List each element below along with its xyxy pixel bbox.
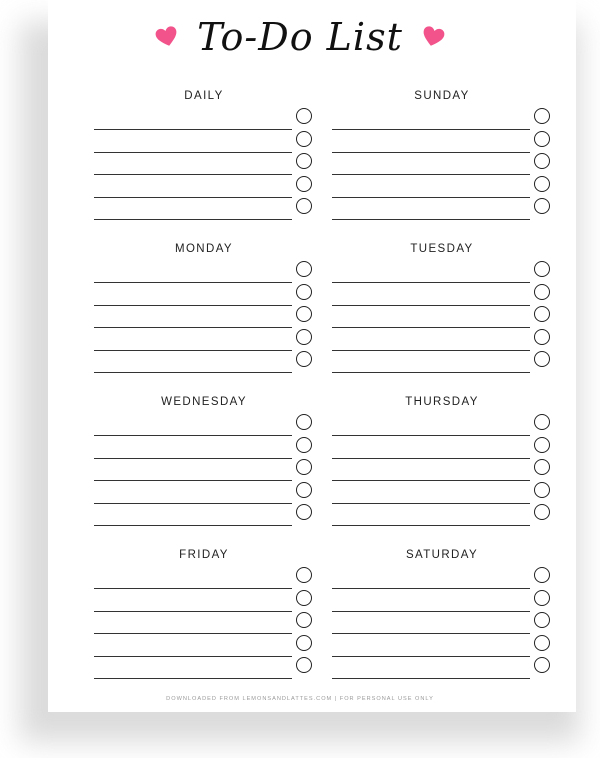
task-row (94, 635, 314, 657)
task-row (94, 198, 314, 220)
task-line[interactable] (332, 282, 530, 283)
task-row (94, 567, 314, 589)
task-row (332, 437, 552, 459)
task-row (332, 504, 552, 526)
task-checkbox[interactable] (534, 437, 550, 453)
task-checkbox[interactable] (534, 612, 550, 628)
task-line[interactable] (332, 327, 530, 328)
task-checkbox[interactable] (296, 612, 312, 628)
task-checkbox[interactable] (296, 131, 312, 147)
task-checkbox[interactable] (534, 108, 550, 124)
task-row (94, 261, 314, 283)
task-row (94, 329, 314, 351)
task-line[interactable] (332, 480, 530, 481)
section-title: TUESDAY (410, 243, 474, 255)
task-row (94, 153, 314, 175)
task-row (332, 459, 552, 481)
task-row (332, 567, 552, 589)
task-checkbox[interactable] (296, 153, 312, 169)
task-checkbox[interactable] (534, 567, 550, 583)
task-checkbox[interactable] (534, 459, 550, 475)
task-line[interactable] (94, 525, 292, 526)
task-row (332, 198, 552, 220)
task-checkbox[interactable] (534, 306, 550, 322)
section-title: WEDNESDAY (161, 396, 247, 408)
task-checkbox[interactable] (296, 657, 312, 673)
task-row (332, 131, 552, 153)
task-row (94, 482, 314, 504)
task-row (332, 284, 552, 306)
page-header (0, 14, 600, 64)
task-row (332, 329, 552, 351)
task-line[interactable] (332, 588, 530, 589)
task-checkbox[interactable] (296, 482, 312, 498)
task-checkbox[interactable] (534, 261, 550, 277)
task-checkbox[interactable] (534, 351, 550, 367)
task-row (332, 261, 552, 283)
task-checkbox[interactable] (296, 198, 312, 214)
task-checkbox[interactable] (534, 414, 550, 430)
task-checkbox[interactable] (534, 504, 550, 520)
task-checkbox[interactable] (534, 176, 550, 192)
task-line[interactable] (332, 525, 530, 526)
task-line[interactable] (94, 174, 292, 175)
task-line[interactable] (94, 129, 292, 130)
task-row (94, 657, 314, 679)
task-checkbox[interactable] (296, 437, 312, 453)
task-checkbox[interactable] (296, 261, 312, 277)
task-line[interactable] (94, 480, 292, 481)
task-row (94, 131, 314, 153)
task-checkbox[interactable] (296, 108, 312, 124)
task-line[interactable] (94, 282, 292, 283)
task-row (94, 504, 314, 526)
task-checkbox[interactable] (534, 635, 550, 651)
task-row (94, 306, 314, 328)
page-title: To-Do List (197, 15, 403, 59)
task-checkbox[interactable] (534, 590, 550, 606)
task-row (94, 590, 314, 612)
task-line[interactable] (332, 633, 530, 634)
section-title: FRIDAY (179, 549, 229, 561)
task-checkbox[interactable] (296, 504, 312, 520)
section-title: MONDAY (174, 243, 234, 255)
section-title: SUNDAY (414, 90, 470, 102)
task-line[interactable] (94, 327, 292, 328)
section-title: THURSDAY (405, 396, 479, 408)
task-row (332, 176, 552, 198)
task-line[interactable] (94, 372, 292, 373)
task-row (332, 108, 552, 130)
section-title: DAILY (184, 90, 224, 102)
task-line[interactable] (94, 678, 292, 679)
task-row (94, 108, 314, 130)
task-checkbox[interactable] (296, 590, 312, 606)
task-row (332, 306, 552, 328)
task-checkbox[interactable] (534, 482, 550, 498)
task-row (94, 612, 314, 634)
heart-icon (155, 25, 179, 49)
task-line[interactable] (332, 678, 530, 679)
task-checkbox[interactable] (296, 567, 312, 583)
task-row (332, 612, 552, 634)
task-checkbox[interactable] (534, 153, 550, 169)
task-line[interactable] (332, 372, 530, 373)
task-row (94, 437, 314, 459)
task-line[interactable] (332, 129, 530, 130)
task-line[interactable] (332, 174, 530, 175)
task-row (332, 482, 552, 504)
task-row (332, 153, 552, 175)
task-checkbox[interactable] (296, 306, 312, 322)
task-checkbox[interactable] (534, 657, 550, 673)
task-row (94, 284, 314, 306)
task-checkbox[interactable] (534, 198, 550, 214)
task-row (332, 657, 552, 679)
task-line[interactable] (94, 633, 292, 634)
task-checkbox[interactable] (296, 329, 312, 345)
task-checkbox[interactable] (296, 459, 312, 475)
task-row (94, 414, 314, 436)
task-row (332, 590, 552, 612)
task-checkbox[interactable] (296, 176, 312, 192)
task-checkbox[interactable] (534, 284, 550, 300)
section-title: SATURDAY (405, 549, 479, 561)
task-line[interactable] (94, 219, 292, 220)
task-checkbox[interactable] (296, 635, 312, 651)
task-checkbox[interactable] (296, 414, 312, 430)
task-row (332, 351, 552, 373)
task-row (94, 459, 314, 481)
task-row (332, 414, 552, 436)
task-checkbox[interactable] (534, 329, 550, 345)
task-checkbox[interactable] (296, 351, 312, 367)
heart-icon (421, 25, 445, 49)
task-checkbox[interactable] (534, 131, 550, 147)
task-line[interactable] (332, 219, 530, 220)
task-line[interactable] (332, 435, 530, 436)
task-row (332, 635, 552, 657)
footer-note: DOWNLOADED FROM LEMONSANDLATTES.COM | FOR PERSONAL USE ONLY (166, 696, 434, 702)
task-checkbox[interactable] (296, 284, 312, 300)
task-row (94, 176, 314, 198)
task-line[interactable] (94, 588, 292, 589)
task-line[interactable] (94, 435, 292, 436)
task-row (94, 351, 314, 373)
